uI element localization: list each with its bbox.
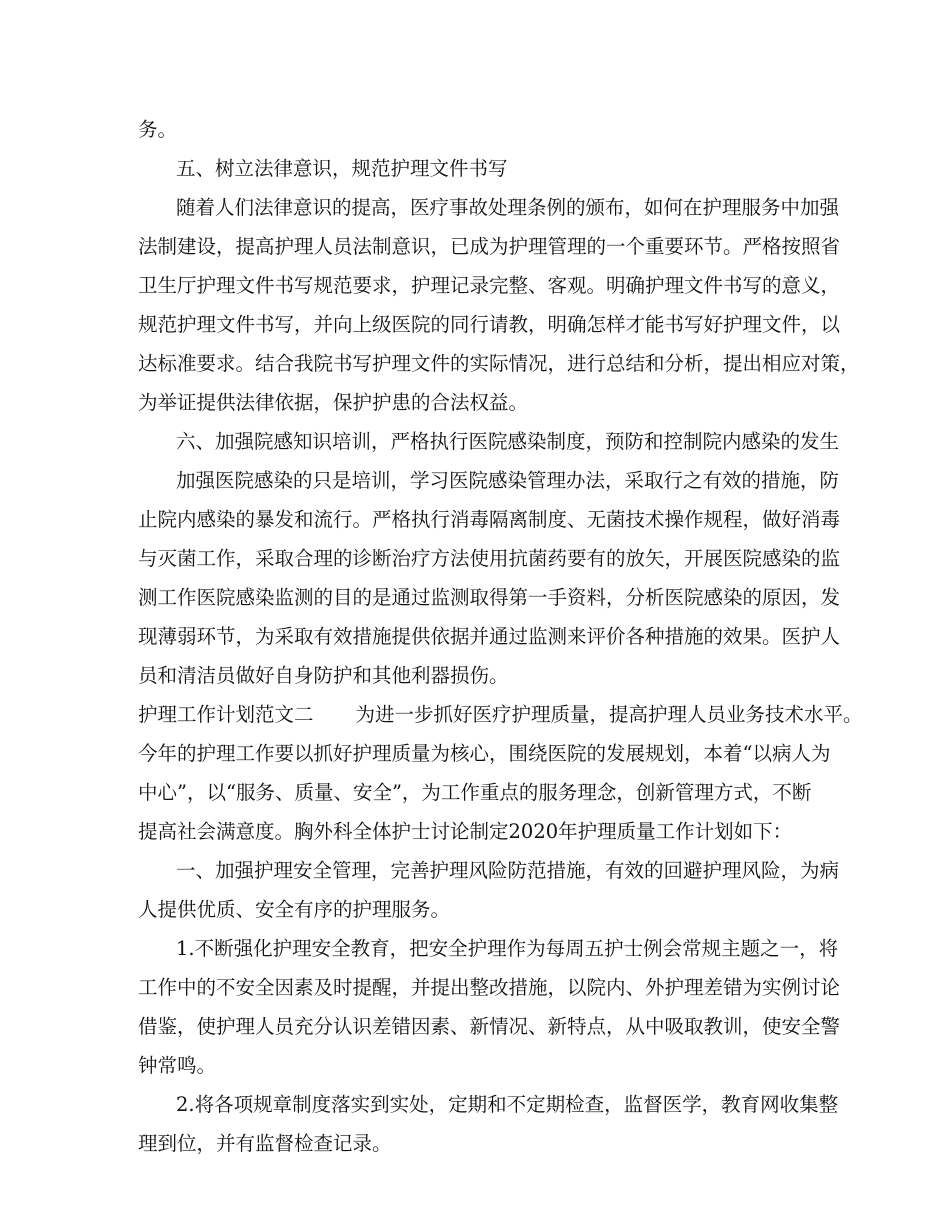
- text-line: 与灭菌工作，采取合理的诊断治疗方法使用抗菌药要有的放矢，开展医院感染的监: [138, 547, 841, 570]
- text-line: 加强医院感染的只是培训，学习医院感染管理办法，采取行之有效的措施，防: [176, 469, 840, 492]
- text-line: 提高社会满意度。胸外科全体护士讨论制定2020年护理质量工作计划如下：: [138, 820, 793, 843]
- text-line: 人提供优质、安全有序的护理服务。: [138, 898, 451, 921]
- text-line: 随着人们法律意识的提高，医疗事故处理条例的颁布，如何在护理服务中加强: [176, 196, 840, 219]
- section-heading: 六、加强院感知识培训，严格执行医院感染制度，预防和控制院内感染的发生: [176, 430, 840, 453]
- text-line: 为举证提供法律依据，保护护患的合法权益。: [138, 391, 529, 414]
- text-line: 规范护理文件书写，并向上级医院的同行请教，明确怎样才能书写好护理文件，以: [138, 313, 841, 336]
- text-line: 理到位，并有监督检查记录。: [138, 1132, 392, 1155]
- text-line: 务。: [138, 118, 178, 141]
- text-line: 工作中的不安全因素及时提醒，并提出整改措施，以院内、外护理差错为实例讨论: [138, 976, 841, 999]
- text-line: 钟常鸣。: [138, 1054, 217, 1077]
- text-line: 卫生厅护理文件书写规范要求，护理记录完整、客观。明确护理文件书写的意义，: [138, 274, 841, 297]
- section-heading: 一、加强护理安全管理，完善护理风险防范措施，有效的回避护理风险，为病: [176, 859, 840, 882]
- section-heading: 五、树立法律意识，规范护理文件书写: [176, 157, 508, 180]
- text-line: 员和清洁员做好自身防护和其他利器损伤。: [138, 664, 509, 687]
- text-line: [138, 703, 863, 727]
- text-line: 法制建设，提高护理人员法制意识，已成为护理管理的一个重要环节。严格按照省: [138, 235, 841, 258]
- text-line: 为进一步抓好医疗护理质量，提高护理人员业务技术水平。: [355, 703, 863, 726]
- text-line: 今年的护理工作要以抓好护理质量为核心，围绕医院的发展规划，本着“以病人为: [138, 742, 831, 765]
- text-line: 止院内感染的暴发和流行。严格执行消毒隔离制度、无菌技术操作规程，做好消毒: [138, 508, 841, 531]
- article-title: 护理工作计划范文二: [138, 703, 314, 726]
- text-line: 达标准要求。结合我院书写护理文件的实际情况，进行总结和分析，提出相应对策，: [138, 352, 860, 375]
- list-item: 1.不断强化护理安全教育，把安全护理作为每周五护士例会常规主题之一，将: [176, 937, 839, 960]
- list-item: 2.将各项规章制度落实到实处，定期和不定期检查，监督医学，教育网收集整: [176, 1093, 839, 1116]
- text-line: 测工作医院感染监测的目的是通过监测取得第一手资料，分析医院感染的原因，发: [138, 586, 841, 609]
- text-line: 现薄弱环节，为采取有效措施提供依据并通过监测来评价各种措施的效果。医护人: [138, 625, 841, 648]
- text-line: 借鉴，使护理人员充分认识差错因素、新情况、新特点，从中吸取教训，使安全警: [138, 1015, 841, 1038]
- text-line: 中心”，以“服务、质量、安全”，为工作重点的服务理念，创新管理方式，不断: [138, 781, 812, 804]
